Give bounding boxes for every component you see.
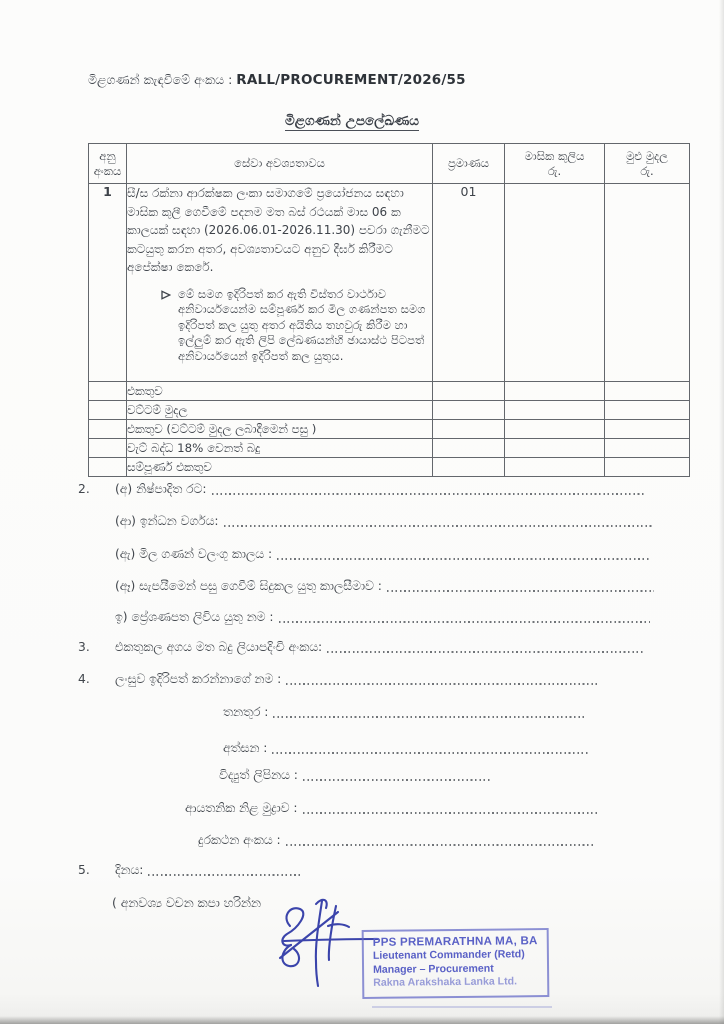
field-email-address <box>219 766 492 784</box>
stamp-name: PPS PREMARATHNA MA, BA <box>372 934 538 949</box>
empty-cell <box>605 401 690 420</box>
total-row-label: එකතුව <box>127 382 433 401</box>
field-label: ආයතනික නිළ මුද්‍රාව : <box>185 801 298 815</box>
ref-number: RALL/PROCUREMENT/2026/55 <box>236 72 466 88</box>
total-row-label: එකතුව (වට්ටම් මුදල ලබාදීමෙන් පසු ) <box>127 420 433 439</box>
field-bidder-name <box>78 670 602 688</box>
empty-cell <box>505 382 605 401</box>
field-label: එකතුකල අගය මත බදු ලියාපදිංචි අංකය: <box>115 640 323 654</box>
field-fuel-type <box>115 512 656 530</box>
header-serial-line1: අනු <box>99 148 116 163</box>
field-consignment-name <box>115 608 652 626</box>
empty-serial-cell <box>89 382 127 401</box>
dotted-fill-line <box>277 558 650 560</box>
dotted-fill-line <box>327 651 643 653</box>
total-row-label: සම්පූර්ණ එකතුව <box>127 458 433 477</box>
field-company-seal <box>185 799 601 817</box>
header-service: සේවා අවශ්‍යතාවය <box>127 144 433 184</box>
field-signature <box>223 739 592 757</box>
total-row-sum <box>89 382 690 401</box>
empty-serial-cell <box>89 401 127 420</box>
empty-cell <box>433 382 505 401</box>
total-row-after-discount <box>89 420 690 439</box>
ref-label: මිළගණන් කැඳවීමේ අංකය : <box>88 72 233 87</box>
field-label: තනතුර : <box>223 705 269 719</box>
header-serial <box>89 144 127 184</box>
dotted-fill-line <box>387 590 654 592</box>
item-bullet <box>161 287 428 365</box>
empty-cell <box>505 401 605 420</box>
empty-cell <box>433 420 505 439</box>
empty-cell <box>433 458 505 477</box>
item-quantity: 01 <box>433 184 505 382</box>
empty-cell <box>433 439 505 458</box>
dotted-fill-line <box>148 874 300 876</box>
stamp-title: Manager – Procurement <box>372 962 494 976</box>
item-description: සී/ස රක්නා ආරක්ෂක ලංකා සමාගමේ ප්‍රයෝජනය සඳහා මාසික කුලී ගෙවීමේ පදනම මත බස් රථයක් මාස 06 ක කාලයක් සඳහා (2026.06.01-2026.11.30) පවරා ගැනීමට කටයුතු කරන අතර, අවශ්‍යතාවයට අනුව දීර්ඝ කිරීමට අපේක්ෂා කෙරේ. <box>127 186 430 274</box>
field-label: (ඈ) සැපයීමෙන් පසු ගෙවීම් සිදුකල යුතු කාලසීමාව : <box>115 579 382 593</box>
field-label: දිනය: <box>115 863 144 877</box>
field-payment-period <box>115 577 656 595</box>
dotted-fill-line <box>303 779 490 781</box>
strike-out-note: ( අනවශ්‍ය වචන කපා හරින්න <box>112 896 261 910</box>
field-label: (ඇ) මිල ගණන් වලංගු කාලය : <box>115 547 273 561</box>
field-label: (ආ) ඉන්ධන වර්ගය: <box>115 514 219 528</box>
header-quantity: ප්‍රමාණය <box>433 144 505 184</box>
total-row-grand-total <box>89 458 690 477</box>
field-label: (අ) නිෂ්පාදිත රට: <box>115 482 207 496</box>
total-row-discount <box>89 401 690 420</box>
item-monthly-rent-empty <box>505 184 605 382</box>
scan-right-edge <box>719 0 724 1024</box>
field-number: 3. <box>78 640 90 654</box>
header-serial-line2: අංකය <box>93 163 122 178</box>
field-number: 2. <box>78 482 90 496</box>
table-header-row <box>89 144 690 184</box>
field-quote-validity-period <box>115 545 652 563</box>
item-serial: 1 <box>89 184 127 382</box>
rubber-stamp <box>362 928 550 999</box>
field-label: දුරකථන අංකය : <box>198 833 281 847</box>
field-date <box>78 861 302 879</box>
field-label: විද්‍යුත් ලිපිනය : <box>219 768 298 782</box>
empty-cell <box>505 420 605 439</box>
empty-serial-cell <box>89 439 127 458</box>
page-title: මිළගණන් උපලේඛණය <box>285 113 419 129</box>
dotted-fill-line <box>224 525 654 527</box>
empty-cell <box>605 439 690 458</box>
total-row-label: වැට් බද්ධ 18% වෙනත් බදු <box>127 439 433 458</box>
item-total-empty <box>605 184 690 382</box>
bullet-arrow-icon <box>161 290 171 300</box>
quotation-table <box>88 143 690 477</box>
empty-cell <box>605 420 690 439</box>
header-monthly-rent <box>505 144 605 184</box>
dotted-fill-line <box>279 621 650 623</box>
procurement-ref-line <box>88 72 466 88</box>
field-label: ඉ) ප්‍රේශණපත ලිවිය යුතු නම : <box>115 610 274 624</box>
stamp-company: Rakna Arakshaka Lanka Ltd. <box>373 975 518 989</box>
empty-cell <box>505 439 605 458</box>
field-vat-registration-number <box>78 638 645 656</box>
header-total-line1: මුළු මුදල <box>626 148 668 163</box>
dotted-fill-line <box>303 812 599 814</box>
empty-serial-cell <box>89 458 127 477</box>
field-label: ලංසුව ඉදිරිපත් කරන්නාගේ නම : <box>115 672 282 686</box>
empty-cell <box>505 458 605 477</box>
dotted-fill-line <box>286 683 600 685</box>
dotted-fill-line <box>212 493 646 495</box>
stamp-ghost-line <box>372 1006 552 1008</box>
dotted-fill-line <box>273 716 584 718</box>
field-number: 4. <box>78 672 90 686</box>
header-total-amount <box>605 144 690 184</box>
header-monthly-line1: මාසික කුලිය <box>524 148 585 163</box>
item-bullet-text: මේ සමග ඉදිරිපත් කර ඇති විස්තර වාර්ථාව අනිවාර්යයෙන්ම සම්පූර්ණ කර මිල ගණන්පත සමග ඉදිරිපත් කල යුතු අතර අයිතිය තහවුරු කිරීම හා ඉල්ලුම් කර ඇති ලිපි ලේඛණයන්හි ඡායාස්ථ පිටපත් අනිවාර්යයෙන් ඉදිරිපත් කල යුතුය. <box>178 286 426 363</box>
dotted-fill-line <box>272 752 590 754</box>
header-total-line2: රු. <box>640 163 654 178</box>
total-row-label: වට්ටම් මුදල <box>127 401 433 420</box>
empty-cell <box>433 401 505 420</box>
dotted-fill-line <box>286 844 595 846</box>
empty-cell <box>605 458 690 477</box>
field-number: 5. <box>78 863 90 877</box>
empty-serial-cell <box>89 420 127 439</box>
stamp-rank: Lieutenant Commander (Retd) <box>372 948 525 962</box>
field-designation <box>223 703 586 721</box>
empty-cell <box>605 382 690 401</box>
header-monthly-line2: රු. <box>547 163 562 178</box>
field-country-of-manufacture <box>78 480 648 498</box>
total-row-vat <box>89 439 690 458</box>
item-row <box>89 184 690 382</box>
field-telephone-number <box>198 831 597 849</box>
item-description-cell <box>127 184 433 382</box>
scan-bottom-edge <box>0 1016 724 1024</box>
field-label: අත්සන : <box>223 741 268 755</box>
